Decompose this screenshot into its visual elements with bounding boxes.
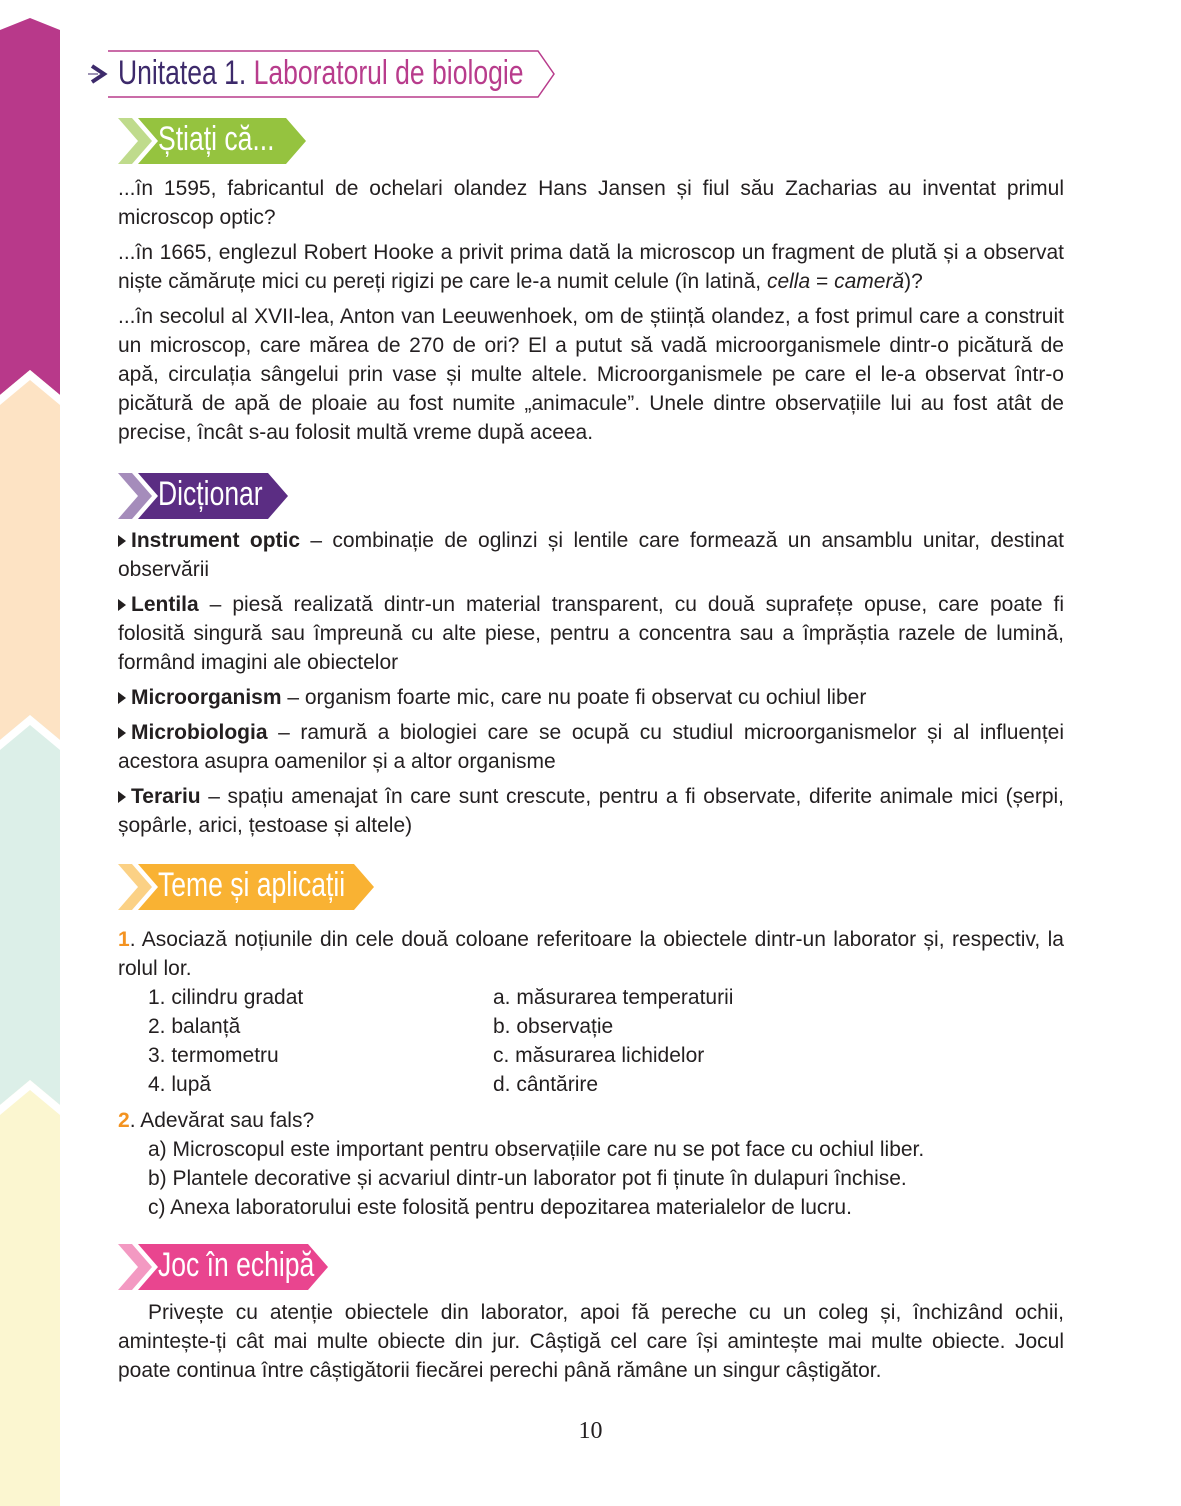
true-false-item: b) Plantele decorative și acvariul dintr-un laborator pot fi ținute în dulapuri închise. xyxy=(148,1167,907,1190)
true-false-item: c) Anexa laboratorului este folosită pentru depozitarea materialelor de lucru. xyxy=(148,1196,852,1219)
section-title: Teme și aplicații xyxy=(158,866,346,904)
true-false-item: a) Microscopul este important pentru observațiile care nu se pot face cu ochiul liber. xyxy=(148,1138,925,1161)
stiati-text xyxy=(118,174,1064,453)
bullet-icon xyxy=(118,599,126,611)
unit-number: Unitatea 1. xyxy=(118,54,247,92)
dictionary-list xyxy=(118,526,1064,846)
right-item: c. măsurarea lichidelor xyxy=(493,1044,705,1067)
fact-paragraph: ...în secolul al XVII-lea, Anton van Leeuwenhoek, om de știință olandez, a fost primul care a construit un microscop, care mărea de 270 de ori? El a putut să vadă microorganismele dintr-o picătură de apă, circulația sângelui prin vase și multe altele. Microorganismele pe care el le-a observat într-o picătură de apă de ploaie au fost numite „animacule”. Unele dintre observațiile lui au fost atât de precise, încât s-au folosit multă vreme după aceea. xyxy=(118,305,1064,444)
page-number: 10 xyxy=(578,1418,603,1444)
right-item: a. măsurarea temperaturii xyxy=(493,986,734,1009)
section-title: Joc în echipă xyxy=(158,1246,315,1284)
fact-paragraph: ...în 1595, fabricantul de ochelari olandez Hans Jansen și fiul său Zacharias au inventat primul microscop optic? xyxy=(118,177,1064,229)
section-title: Știați că... xyxy=(158,120,275,158)
sidebar-decoration xyxy=(0,0,60,1506)
bullet-icon xyxy=(118,727,126,739)
dictionary-entry: Lentila – piesă realizată dintr-un material transparent, cu două suprafețe opuse, care poate fi folosită singură sau împreună cu alte piese, pentru a concentra sau a împrăștia razele de lumină, formând imagini ale obiectelor xyxy=(118,593,1064,674)
bullet-icon xyxy=(118,692,126,704)
dictionary-entry: Instrument optic – combinație de oglinzi și lentile care formează un ansamblu unitar, destinat observării xyxy=(118,529,1064,581)
unit-title: Laboratorul de biologie xyxy=(253,54,524,92)
left-item: 2. balanță xyxy=(148,1015,241,1038)
left-item: 1. cilindru gradat xyxy=(148,986,304,1009)
right-item: d. cântărire xyxy=(493,1073,599,1096)
joc-text xyxy=(118,1298,1064,1391)
right-item: b. observație xyxy=(493,1015,614,1038)
section-title: Dicționar xyxy=(158,475,263,513)
fact-paragraph: ...în 1665, englezul Robert Hooke a privit prima dată la microscop un fragment de plută și a observat niște cămăruțe mici cu pereți rigizi pe care le-a numit celule (în latină, cella = cameră)? xyxy=(118,241,1064,293)
dictionary-entry: Terariu – spațiu amenajat în care sunt crescute, pentru a fi observate, diferite animale mici (șerpi, șopârle, arici, țestoase și altele) xyxy=(118,785,1064,837)
bullet-icon xyxy=(118,535,126,547)
bullet-icon xyxy=(118,791,126,803)
left-item: 4. lupă xyxy=(148,1073,212,1096)
question-1: 1. Asociază noțiunile din cele două coloane referitoare la obiectele dintr-un laborator și, respectiv, la rolul lor. xyxy=(118,928,1064,980)
question-2: 2. Adevărat sau fals? a) Microscopul este important pentru observațiile care nu se pot face cu ochiul liber. b) Plantele decorative și acvariul dintr-un laborator pot fi ținute în dulapuri închise. c) Anexa laboratorului este folosită pentru depozitarea materialelor de lucru. xyxy=(118,1106,1064,1222)
game-paragraph: Privește cu atenție obiectele din laborator, apoi fă pereche cu un coleg și, închizând ochii, amintește-ți cât mai multe obiecte din jur. Câștigă cel care își amintește mai multe obiecte. Jocul poate continua între câștigătorii fiecărei perechi până rămâne un singur câștigător. xyxy=(118,1301,1064,1382)
dictionary-entry: Microbiologia – ramură a biologiei care se ocupă cu studiul microorganismelor și al influenței acestora asupra oamenilor și a altor organisme xyxy=(118,721,1064,773)
dictionary-entry: Microorganism – organism foarte mic, care nu poate fi observat cu ochiul liber xyxy=(118,683,1064,712)
left-item: 3. termometru xyxy=(148,1044,279,1067)
